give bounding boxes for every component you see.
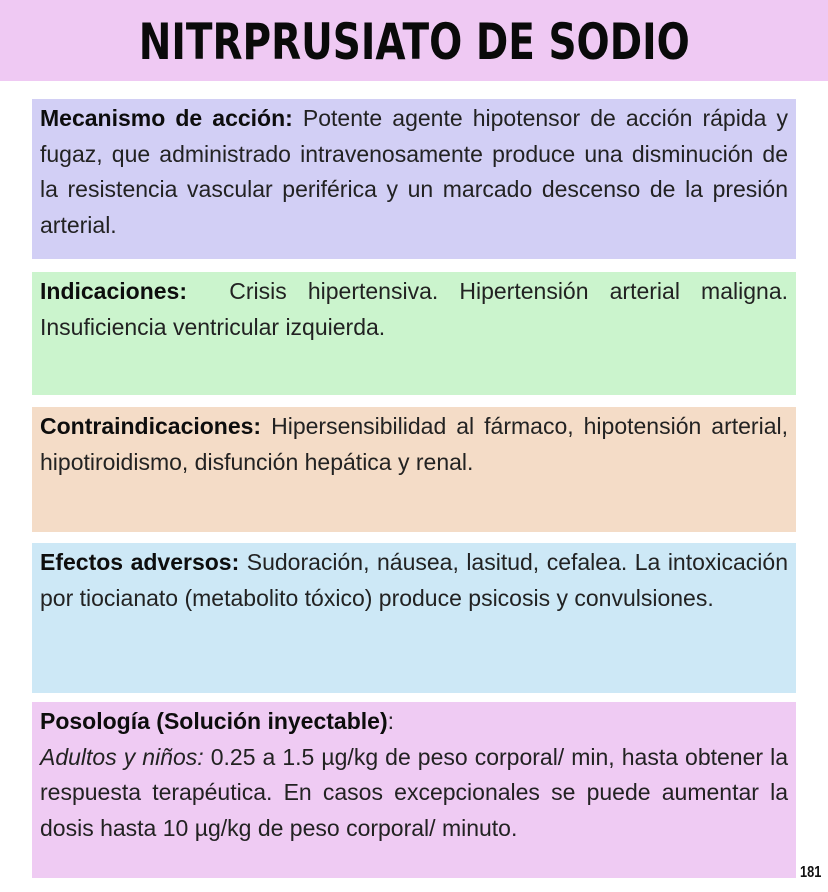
section-body: Potente agente hipotensor de acción rápida y fugaz, que administrado intravenosamente produce una disminución de la resistencia vascular periférica y un marcado descenso de la presión arterial.: [40, 105, 788, 238]
section-label: Posología (Solución inyectable): [40, 708, 388, 734]
section-indications-text: [40, 274, 795, 345]
section-adverse-effects: [32, 543, 796, 693]
section-dosage-text: [40, 740, 788, 847]
section-body: 0.25 a 1.5 µg/kg de peso corporal/ min, hasta obtener la respuesta terapéutica. En casos excepcionales se puede aumentar la dosis hasta 10 µg/kg de peso corporal/ minuto.: [40, 743, 788, 841]
label-suffix: :: [387, 708, 394, 734]
section-adverse-effects-text: [40, 545, 788, 616]
section-label: Indicaciones:: [40, 278, 187, 304]
page-number: 181: [800, 864, 822, 881]
section-mechanism-text: [40, 101, 788, 243]
section-dosage-heading: [40, 704, 788, 740]
section-indications: [32, 272, 796, 395]
section-body: Hipersensibilidad al fármaco, hipotensión arterial, hipotiroidismo, disfunción hepática y renal.: [40, 413, 788, 475]
section-label: Efectos adversos:: [40, 549, 240, 575]
title-banner: [0, 0, 828, 81]
section-contraindications-text: [40, 409, 788, 480]
section-mechanism: [32, 99, 796, 259]
section-dosage: [32, 702, 796, 878]
section-label: Mecanismo de acción:: [40, 105, 293, 131]
section-label: Contraindicaciones:: [40, 413, 262, 439]
section-body: Crisis hipertensiva. Hipertensión arterial maligna. Insuficiencia ventricular izquierda.: [40, 278, 795, 340]
page-title: NITRPRUSIATO DE SODIO: [138, 12, 690, 71]
dosage-subject: Adultos y niños:: [40, 743, 204, 770]
section-contraindications: [32, 407, 796, 532]
section-body: Sudoración, náusea, lasitud, cefalea. La intoxicación por tiocianato (metabolito tóxico) produce psicosis y convulsiones.: [40, 549, 788, 611]
